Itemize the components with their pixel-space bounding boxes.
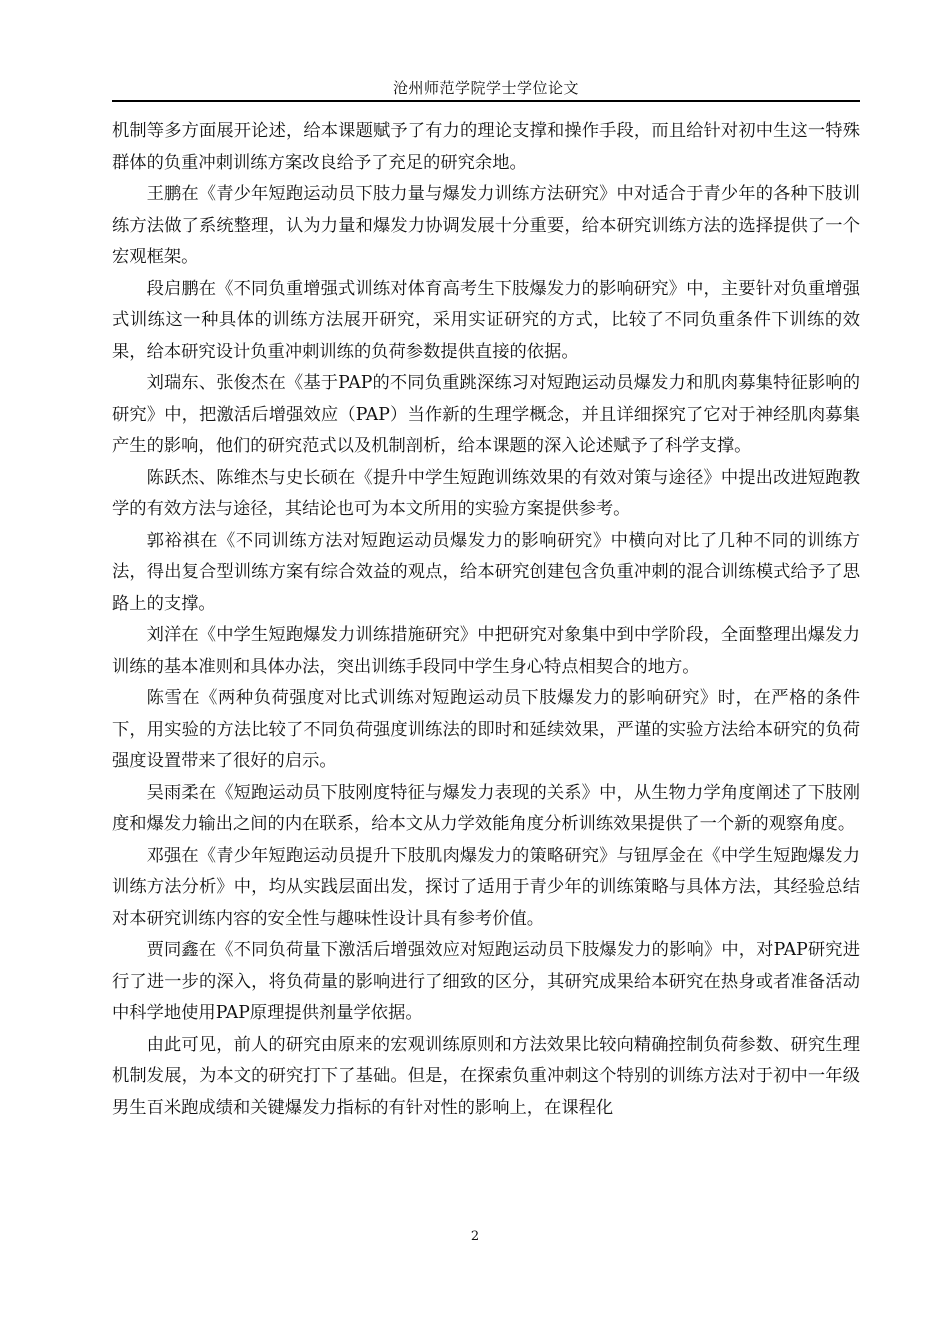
paragraph-summary: 由此可见，前人的研究由原来的宏观训练原则和方法效果比较向精确控制负荷参数、研究生理机制发展，为本文的研究打下了基础。但是，在探索负重冲刺这个特别的训练方法对于初中一年级男生百米跑成绩和关键爆发力指标的有针对性的影响上，在课程化: [112, 1034, 860, 1118]
paragraph-wu-yurou: 吴雨柔在《短跑运动员下肢刚度特征与爆发力表现的关系》中，从生物力学角度阐述了下肢刚度和爆发力输出之间的内在联系，给本文从力学效能角度分析训练效果提供了一个新的观察角度。: [112, 782, 860, 834]
paragraph-chen-yuejie: 陈跃杰、陈维杰与史长硕在《提升中学生短跑训练效果的有效对策与途径》中提出改进短跑教学的有效方法与途径，其结论也可为本文所用的实验方案提供参考。: [112, 467, 860, 519]
paragraph-liu-yang: 刘洋在《中学生短跑爆发力训练措施研究》中把研究对象集中到中学阶段，全面整理出爆发力训练的基本准则和具体办法，突出训练手段同中学生身心特点相契合的地方。: [112, 625, 860, 677]
page-number: 2: [470, 1229, 480, 1244]
header-rule: [112, 100, 860, 102]
body-text: [112, 116, 860, 1124]
running-header: 沧州师范学院学士学位论文: [392, 79, 579, 97]
paragraph-liu-ruidong: 刘瑞东、张俊杰在《基于PAP的不同负重跳深练习对短跑运动员爆发力和肌肉募集特征影响的研究》中，把激活后增强效应（PAP）当作新的生理学概念，并且详细探究了它对于神经肌肉募集产生的影响，他们的研究范式以及机制剖析，给本课题的深入论述赋予了科学支撑。: [112, 373, 860, 456]
paragraph-chen-xue: 陈雪在《两种负荷强度对比式训练对短跑运动员下肢爆发力的影响研究》时，在严格的条件下，用实验的方法比较了不同负荷强度训练法的即时和延续效果，严谨的实验方法给本研究的负荷强度设置带来了很好的启示。: [112, 688, 860, 771]
paragraph-continued: 机制等多方面展开论述，给本课题赋予了有力的理论支撑和操作手段，而且给针对初中生这一特殊群体的负重冲刺训练方案改良给予了充足的研究余地。: [112, 121, 860, 173]
paragraph-wang-peng: 王鹏在《青少年短跑运动员下肢力量与爆发力训练方法研究》中对适合于青少年的各种下肢训练方法做了系统整理，认为力量和爆发力协调发展十分重要，给本研究训练方法的选择提供了一个宏观框架。: [112, 184, 860, 267]
paragraph-duan-qipeng: 段启鹏在《不同负重增强式训练对体育高考生下肢爆发力的影响研究》中，主要针对负重增强式训练这一种具体的训练方法展开研究，采用实证研究的方式，比较了不同负重条件下训练的效果，给本研究设计负重冲刺训练的负荷参数提供直接的依据。: [112, 278, 860, 362]
paragraph-guo-yuqi: 郭裕祺在《不同训练方法对短跑运动员爆发力的影响研究》中横向对比了几种不同的训练方法，得出复合型训练方案有综合效益的观点，给本研究创建包含负重冲刺的混合训练模式给予了思路上的支撑。: [112, 530, 860, 614]
paragraph-jia-tongxin: 贾同鑫在《不同负荷量下激活后增强效应对短跑运动员下肢爆发力的影响》中，对PAP研究进行了进一步的深入，将负荷量的影响进行了细致的区分，其研究成果给本研究在热身或者准备活动中科学地使用PAP原理提供剂量学依据。: [112, 940, 860, 1023]
paragraph-deng-qiang: 邓强在《青少年短跑运动员提升下肢肌肉爆发力的策略研究》与钮厚金在《中学生短跑爆发力训练方法分析》中，均从实践层面出发，探讨了适用于青少年的训练策略与具体方法，其经验总结对本研究训练内容的安全性与趣味性设计具有参考价值。: [112, 845, 860, 929]
